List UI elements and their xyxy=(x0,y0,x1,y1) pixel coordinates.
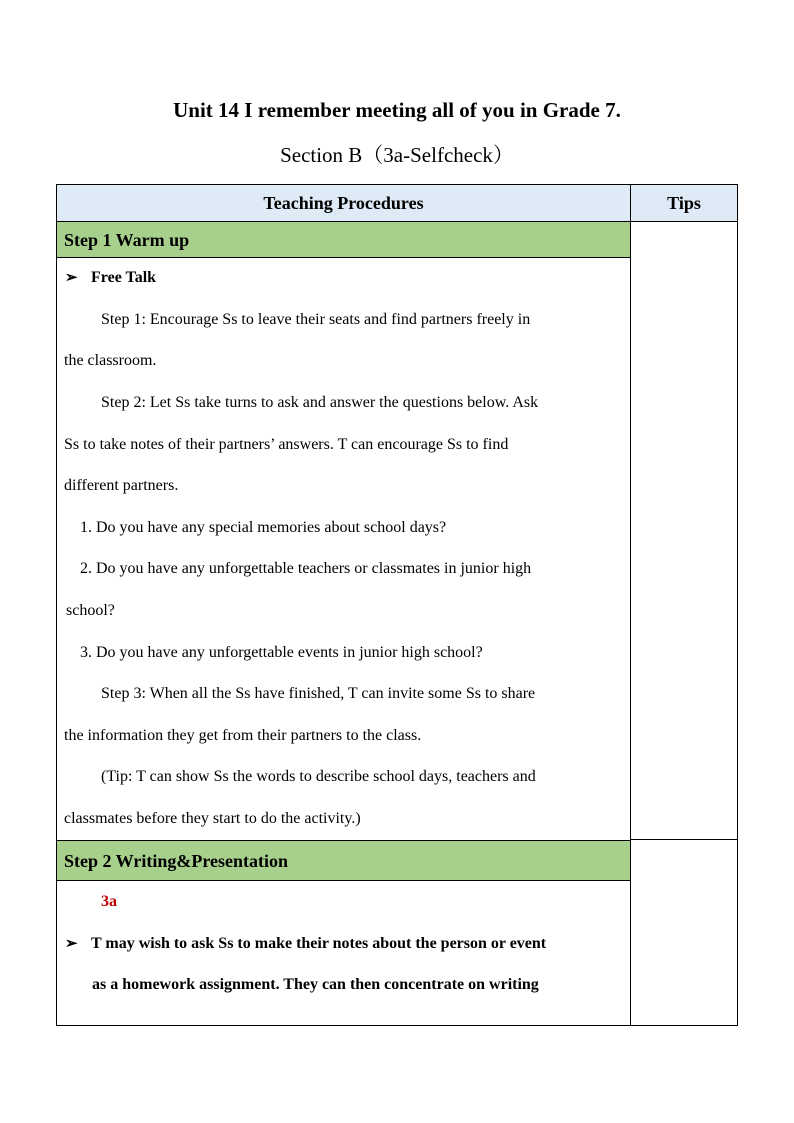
step1-text-line: different partners. xyxy=(64,477,179,494)
step1-tip-line: (Tip: T can show Ss the words to describe school days, teachers and xyxy=(101,768,536,785)
step2-heading: Step 2 Writing&Presentation xyxy=(57,840,630,881)
step1-tip-line: classmates before they start to do the activity.) xyxy=(64,810,361,827)
page-title: Unit 14 I remember meeting all of you in Grade 7. xyxy=(173,98,621,122)
free-talk-label: Free Talk xyxy=(91,269,157,286)
step2-3a-label: 3a xyxy=(101,893,117,910)
arrow-bullet-icon: ➢ xyxy=(65,270,78,286)
step1-question: 3. Do you have any unforgettable events in junior high school? xyxy=(80,644,483,661)
step1-question: 1. Do you have any special memories about school days? xyxy=(80,519,447,536)
step1-text-line: Ss to take notes of their partners’ answers. T can encourage Ss to find xyxy=(64,436,509,453)
step1-text-line: Step 3: When all the Ss have finished, T can invite some Ss to share xyxy=(101,685,536,702)
step1-text-line: Step 2: Let Ss take turns to ask and answer the questions below. Ask xyxy=(101,394,539,411)
step2-bullet-item xyxy=(65,934,546,954)
step1-text-line: the information they get from their partners to the class. xyxy=(64,727,422,744)
step1-question: school? xyxy=(66,602,115,619)
step1-text-line: Step 1: Encourage Ss to leave their seats and find partners freely in xyxy=(101,311,531,328)
step2-text-line: as a homework assignment. They can then concentrate on writing xyxy=(92,976,539,993)
step1-text-line: the classroom. xyxy=(64,352,157,369)
step1-heading: Step 1 Warm up xyxy=(57,222,630,258)
header-teaching-procedures: Teaching Procedures xyxy=(57,185,630,222)
page-subtitle: Section B（3a-Selfcheck） xyxy=(280,143,514,167)
column-divider xyxy=(630,185,631,1025)
step2-text-line: T may wish to ask Ss to make their notes about the person or event xyxy=(91,935,547,952)
tips-row-divider xyxy=(631,839,737,840)
teaching-table xyxy=(56,184,738,1026)
step1-question: 2. Do you have any unforgettable teachers or classmates in junior high xyxy=(80,560,532,577)
header-tips: Tips xyxy=(631,185,737,222)
arrow-bullet-icon: ➢ xyxy=(65,936,78,952)
step1-bullet-item xyxy=(65,268,156,288)
